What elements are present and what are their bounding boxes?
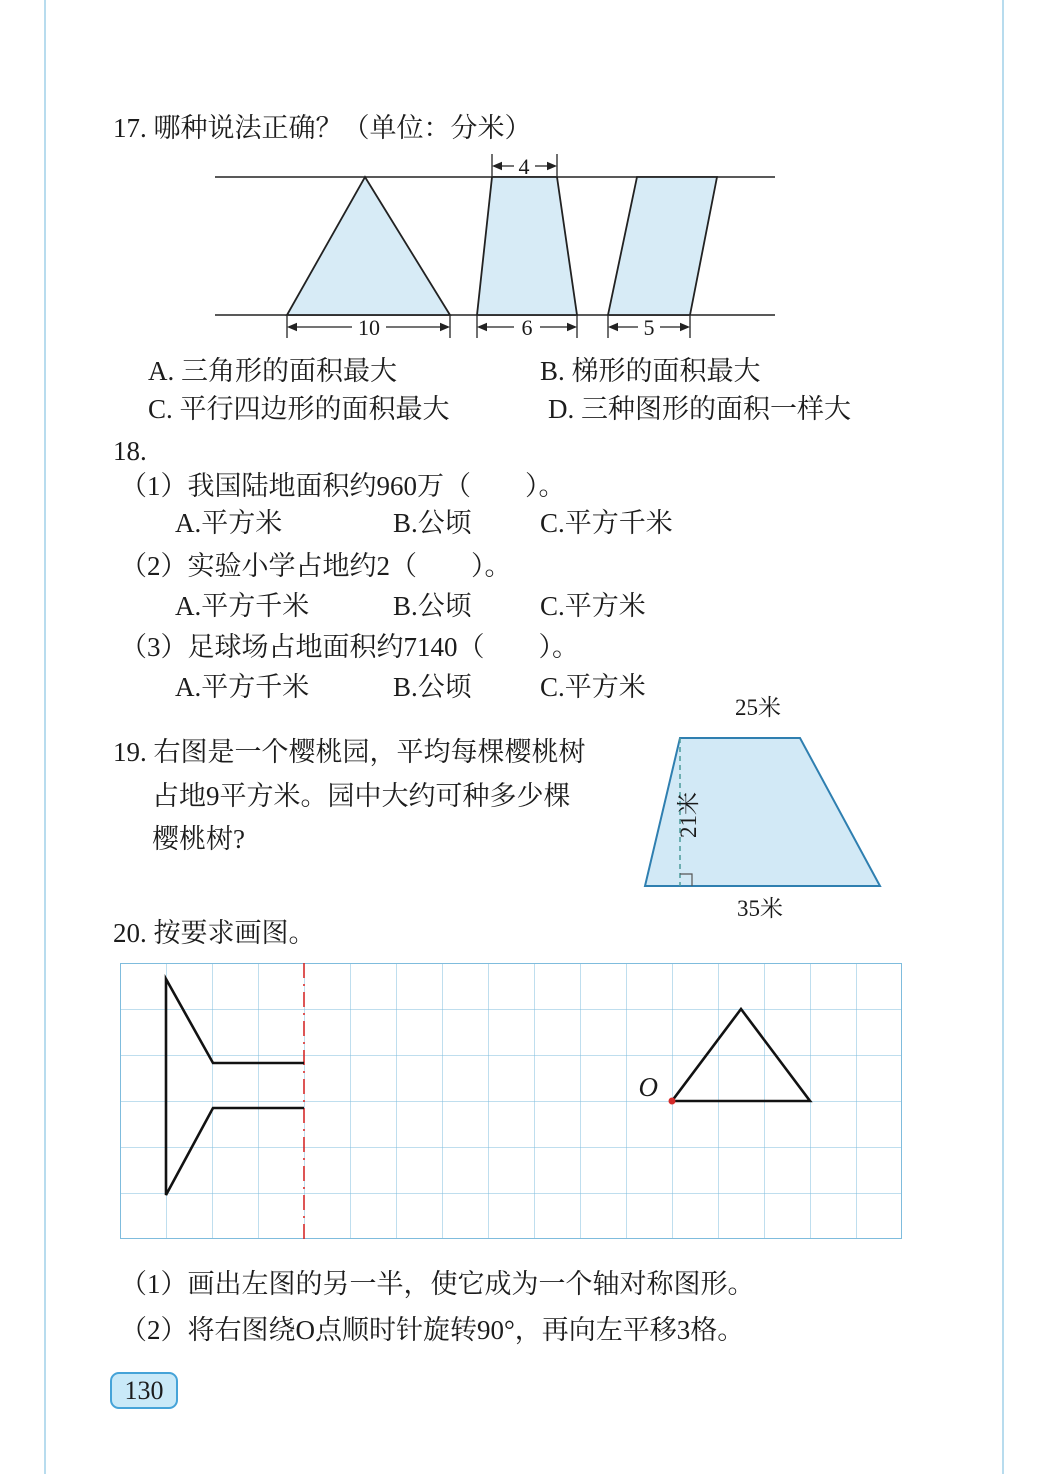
- q17-option-c: C. 平行四边形的面积最大: [148, 394, 450, 424]
- triangle-shape: [287, 177, 450, 315]
- q17-figure: [160, 140, 840, 355]
- trapezoid-shape: [477, 177, 577, 315]
- arrow-left-icon: [287, 323, 297, 331]
- q20-note-2: （2）将右图绕O点顺时针旋转90°，再向左平移3格。: [120, 1315, 745, 1345]
- arrow-right-icon: [440, 323, 450, 331]
- page-right-border: [1002, 0, 1004, 1474]
- dimension-parallelogram-base: [608, 315, 690, 340]
- q20-title: 20. 按要求画图。: [113, 918, 316, 948]
- page-number-badge: [110, 1372, 178, 1409]
- q19-bottom-label: 35米: [737, 896, 783, 921]
- dim-parallelogram-label: 5: [643, 315, 655, 340]
- parallelogram-shape: [608, 177, 717, 315]
- q19-line-3: 樱桃树?: [152, 824, 245, 854]
- arrow-left-icon: [492, 162, 502, 170]
- q17-option-d: D. 三种图形的面积一样大: [548, 394, 851, 424]
- q18-number: 18.: [113, 436, 147, 466]
- q18-item3-option-a: A.平方千米: [175, 672, 310, 702]
- q20-grid-figure: [120, 963, 903, 1240]
- q17-option-a: A. 三角形的面积最大: [148, 356, 397, 386]
- q19-top-label: 25米: [735, 695, 781, 720]
- arrow-right-icon: [567, 323, 577, 331]
- point-o-dot: [669, 1098, 676, 1105]
- q18-item2-option-c: C.平方米: [540, 591, 646, 621]
- q18-item3-option-b: B.公顷: [393, 672, 472, 702]
- q18-item1-option-b: B.公顷: [393, 508, 472, 538]
- arrow-right-icon: [680, 323, 690, 331]
- page-left-border: [44, 0, 46, 1474]
- arrow-right-icon: [547, 162, 557, 170]
- dimension-trapezoid-base: [477, 315, 577, 340]
- q18-item1-option-a: A.平方米: [175, 508, 283, 538]
- arrow-left-icon: [477, 323, 487, 331]
- q18-item2-option-a: A.平方千米: [175, 591, 310, 621]
- q19-figure: [630, 693, 915, 928]
- dim-top-label: 4: [518, 154, 530, 179]
- dim-trapezoid-label: 6: [521, 315, 533, 340]
- q18-item2-option-b: B.公顷: [393, 591, 472, 621]
- page-number: 130: [124, 1375, 164, 1405]
- q18-item1-stem: （1）我国陆地面积约960万（ ）。: [120, 471, 566, 501]
- dimension-triangle-base: [287, 315, 450, 340]
- q19-line-2: 占地9平方米。园中大约可种多少棵: [152, 781, 571, 811]
- q17-option-b: B. 梯形的面积最大: [540, 356, 761, 386]
- q20-note-1: （1）画出左图的另一半，使它成为一个轴对称图形。: [120, 1269, 755, 1299]
- q17-title: 17. 哪种说法正确？（单位：分米）: [113, 113, 532, 143]
- arrow-left-icon: [608, 323, 618, 331]
- dim-triangle-label: 10: [358, 315, 380, 340]
- dimension-top-width: [492, 154, 557, 179]
- q18-item1-option-c: C.平方千米: [540, 508, 673, 538]
- point-o-label: O: [638, 1072, 658, 1102]
- q19-height-label: 21米: [676, 792, 701, 838]
- q18-item2-stem: （2）实验小学占地约2（ ）。: [120, 551, 512, 581]
- q18-item3-option-c: C.平方米: [540, 672, 646, 702]
- q18-item3-stem: （3）足球场占地面积约7140（ ）。: [120, 632, 579, 662]
- q19-line-1: 19. 右图是一个樱桃园，平均每棵樱桃树: [113, 737, 586, 767]
